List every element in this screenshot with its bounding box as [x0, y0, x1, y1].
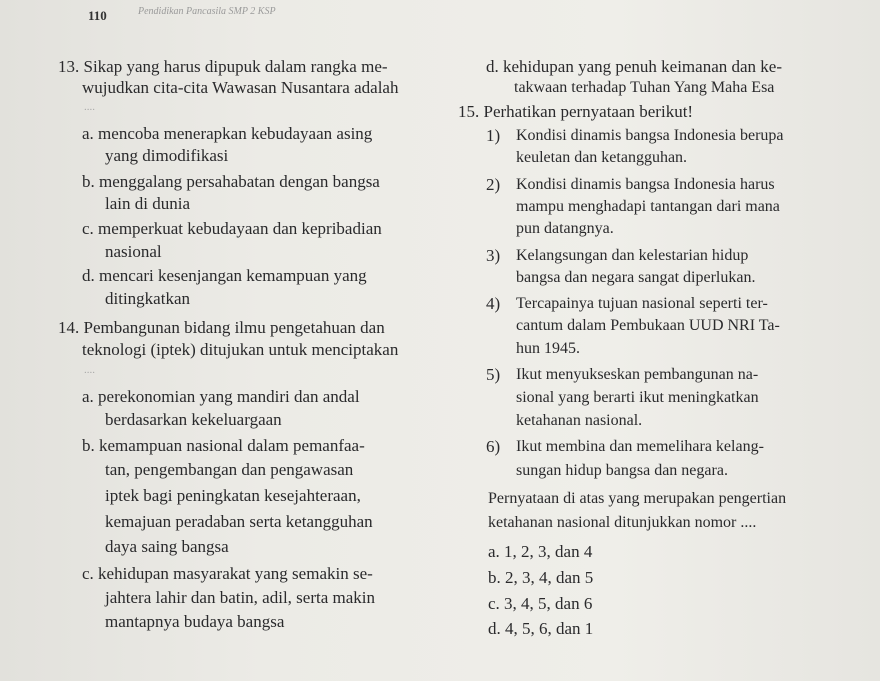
q13-option-a-line-2: yang dimodifikasi: [105, 146, 229, 165]
q14-blank: ....: [84, 364, 95, 376]
q15-stmt-1-line-1: Kondisi dinamis bangsa Indonesia berupa: [516, 127, 784, 144]
q15-stmt-4-line-3: hun 1945.: [516, 340, 580, 357]
q14-option-a-line-1: a. perekonomian yang mandiri dan andal: [82, 387, 360, 406]
page-number: 110: [88, 8, 107, 23]
q13-option-c-line-2: nasional: [105, 242, 162, 261]
q14-option-a-line-2: berdasarkan kekeluargaan: [105, 410, 282, 429]
q14-stem-line-1: 14. Pembangunan bidang ilmu pengetahuan dan: [58, 318, 385, 337]
q14-option-b-line-1: b. kemampuan nasional dalam pemanfaa-: [82, 436, 365, 455]
q15-stmt-6-line-1: Ikut membina dan memelihara kelang-: [516, 438, 764, 455]
q15-stmt-5-line-1: Ikut menyukseskan pembangunan na-: [516, 366, 759, 383]
q15-stmt-5-line-3: ketahanan nasional.: [516, 412, 643, 429]
q13-option-d-line-2: ditingkatkan: [105, 289, 190, 308]
q14-option-c-line-1: c. kehidupan masyarakat yang semakin se-: [82, 564, 373, 583]
q15-option-b: b. 2, 3, 4, dan 5: [488, 568, 594, 587]
q15-option-a: a. 1, 2, 3, dan 4: [488, 542, 593, 561]
q13-blank: ....: [84, 101, 95, 113]
q14-option-b-line-5: daya saing bangsa: [105, 537, 229, 556]
q15-stmt-5-num: 5): [486, 365, 501, 384]
q13-option-b-line-1: b. menggalang persahabatan dengan bangsa: [82, 172, 380, 191]
q13-option-b-line-2: lain di dunia: [105, 194, 190, 213]
q14-option-b-line-4: kemajuan peradaban serta ketangguhan: [105, 512, 373, 531]
q13-right-option-d-line-2: takwaan terhadap Tuhan Yang Maha Esa: [514, 79, 775, 96]
q15-title: 15. Perhatikan pernyataan berikut!: [458, 102, 694, 121]
q15-stmt-4-line-1: Tercapainya tujuan nasional seperti ter-: [516, 295, 768, 312]
q13-stem-line-2: wujudkan cita-cita Wawasan Nusantara adalah: [82, 78, 399, 97]
q15-stmt-2-line-3: pun datangnya.: [516, 220, 614, 237]
q15-stmt-6-num: 6): [486, 437, 501, 456]
running-title: Pendidikan Pancasila SMP 2 KSP: [138, 6, 276, 17]
q15-stmt-6-line-2: sungan hidup bangsa dan negara.: [516, 462, 728, 479]
q13-option-d-line-1: d. mencari kesenjangan kemampuan yang: [82, 266, 367, 285]
q15-stmt-2-line-1: Kondisi dinamis bangsa Indonesia harus: [516, 176, 775, 193]
q14-stem-line-2: teknologi (iptek) ditujukan untuk menciptakan: [82, 340, 399, 359]
q15-stmt-3-num: 3): [486, 246, 501, 265]
q15-stmt-2-line-2: mampu menghadapi tantangan dari mana: [516, 198, 780, 215]
q15-option-d: d. 4, 5, 6, dan 1: [488, 619, 594, 638]
q15-question-line-2: ketahanan nasional ditunjukkan nomor ....: [488, 514, 757, 531]
q15-stmt-4-line-2: cantum dalam Pembukaan UUD NRI Ta-: [516, 317, 780, 334]
q15-stmt-2-num: 2): [486, 175, 501, 194]
q14-option-b-line-3: iptek bagi peningkatan kesejahteraan,: [105, 486, 361, 505]
q15-stmt-3-line-1: Kelangsungan dan kelestarian hidup: [516, 247, 749, 264]
q15-stmt-1-num: 1): [486, 126, 501, 145]
q14-option-c-line-3: mantapnya budaya bangsa: [105, 612, 285, 631]
q15-question-line-1: Pernyataan di atas yang merupakan pengertian: [488, 490, 787, 507]
q13-right-option-d-line-1: d. kehidupan yang penuh keimanan dan ke-: [486, 57, 782, 76]
q15-stmt-3-line-2: bangsa dan negara sangat diperlukan.: [516, 269, 756, 286]
q14-option-c-line-2: jahtera lahir dan batin, adil, serta makin: [105, 588, 376, 607]
q15-option-c: c. 3, 4, 5, dan 6: [488, 594, 593, 613]
q15-stmt-5-line-2: sional yang berarti ikut meningkatkan: [516, 389, 759, 406]
q13-option-c-line-1: c. memperkuat kebudayaan dan kepribadian: [82, 219, 382, 238]
q13-option-a-line-1: a. mencoba menerapkan kebudayaan asing: [82, 124, 373, 143]
q15-stmt-1-line-2: keuletan dan ketangguhan.: [516, 149, 688, 166]
q13-stem-line-1: 13. Sikap yang harus dipupuk dalam rangka me-: [58, 57, 388, 76]
q15-stmt-4-num: 4): [486, 294, 501, 313]
q14-option-b-line-2: tan, pengembangan dan pengawasan: [105, 460, 354, 479]
